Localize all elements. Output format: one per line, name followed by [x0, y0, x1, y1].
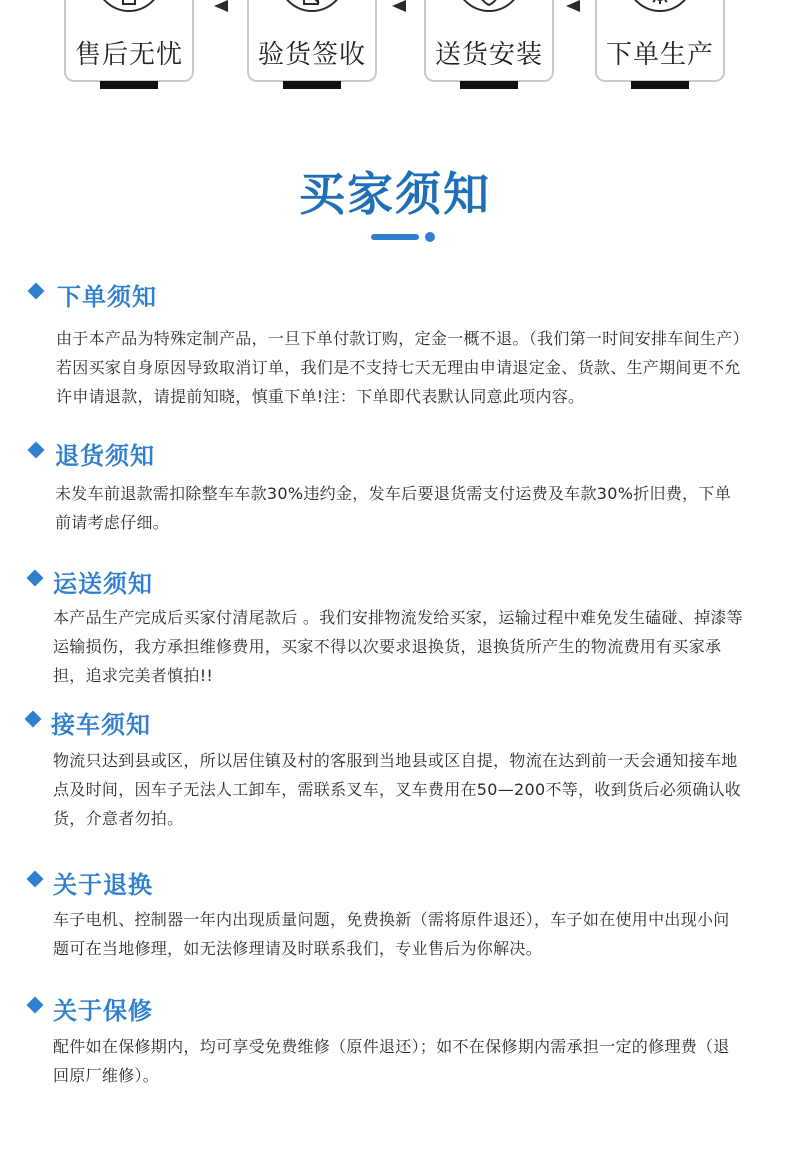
section-header	[0, 865, 790, 901]
step-label: 送货安装	[434, 40, 543, 70]
section-warranty	[0, 991, 790, 1085]
step-underline	[100, 81, 158, 89]
step-delivery-install	[424, 0, 554, 82]
section-title: 关于保修	[53, 997, 153, 1025]
step-underline	[283, 81, 341, 89]
diamond-icon	[28, 283, 45, 300]
step-underline	[460, 81, 518, 89]
section-title: 运送须知	[53, 570, 153, 598]
diamond-icon	[27, 871, 44, 888]
arrow-left-icon	[214, 0, 228, 12]
section-header	[0, 564, 790, 600]
step-underline	[631, 81, 689, 89]
section-body: 本产品生产完成后买家付清尾款后 。我们安排物流发给买家，运输过程中难免发生磕碰、掉漆等运输损伤，我方承担维修费用，买家不得以次要求退换货，退换货所产生的物流费用有买家承担，追求完美者慎拍!!	[53, 608, 743, 685]
arrow-left-icon	[566, 0, 580, 12]
shield-icon	[455, 0, 523, 12]
section-header	[0, 991, 790, 1027]
title-dot	[425, 232, 435, 242]
gear-icon	[626, 0, 694, 12]
document-icon	[278, 0, 346, 12]
section-title: 退货须知	[55, 442, 155, 470]
step-order-production	[595, 0, 725, 82]
page-title: 买家须知	[299, 167, 491, 221]
section-shipping-notice	[0, 564, 790, 685]
diamond-icon	[25, 711, 42, 728]
diamond-icon	[28, 442, 45, 459]
section-title: 接车须知	[51, 711, 151, 739]
step-label: 验货签收	[257, 40, 366, 70]
step-inspect-sign	[247, 0, 377, 82]
arrow-left-icon	[392, 0, 406, 12]
section-body: 未发车前退款需扣除整车车款30%违约金，发车后要退货需支付运费及车款30%折旧费，下单前请考虑仔细。	[55, 484, 732, 532]
title-line	[371, 234, 419, 240]
section-header	[0, 705, 790, 741]
step-after-sales	[64, 0, 194, 82]
house-icon	[95, 0, 163, 12]
title-decoration	[371, 231, 441, 243]
section-order-notice	[0, 277, 790, 406]
diamond-icon	[27, 997, 44, 1014]
section-header	[0, 436, 790, 472]
section-body: 配件如在保修期内，均可享受免费维修（原件退还）；如不在保修期内需承担一定的修理费（退回原厂维修）。	[53, 1037, 730, 1085]
step-label: 下单生产	[605, 40, 714, 70]
section-body: 由于本产品为特殊定制产品，一旦下单付款订购，定金一概不退。（我们第一时间安排车间生产）若因买家自身原因导致取消订单，我们是不支持七天无理由申请退定金、货款、生产期间更不允许申请退款，请提前知晓，慎重下单!注：下单即代表默认同意此项内容。	[56, 329, 741, 406]
step-label: 售后无忧	[74, 40, 183, 70]
section-body: 物流只达到县或区，所以居住镇及村的客服到当地县或区自提，物流在达到前一天会通知接车地点及时间，因车子无法人工卸车，需联系叉车，叉车费用在50—200不等，收到货后必须确认收货，介意者勿拍。	[53, 751, 742, 828]
section-pickup-notice	[0, 705, 790, 828]
section-exchange	[0, 865, 790, 958]
section-title: 关于退换	[53, 871, 153, 899]
section-body: 车子电机、控制器一年内出现质量问题，免费换新（需将原件退还），车子如在使用中出现小问题可在当地修理，如无法修理请及时联系我们，专业售后为你解决。	[53, 910, 730, 958]
diamond-icon	[27, 570, 44, 587]
process-strip	[0, 0, 790, 100]
section-title: 下单须知	[57, 283, 157, 311]
section-return-notice	[0, 436, 790, 532]
section-header	[0, 277, 790, 313]
